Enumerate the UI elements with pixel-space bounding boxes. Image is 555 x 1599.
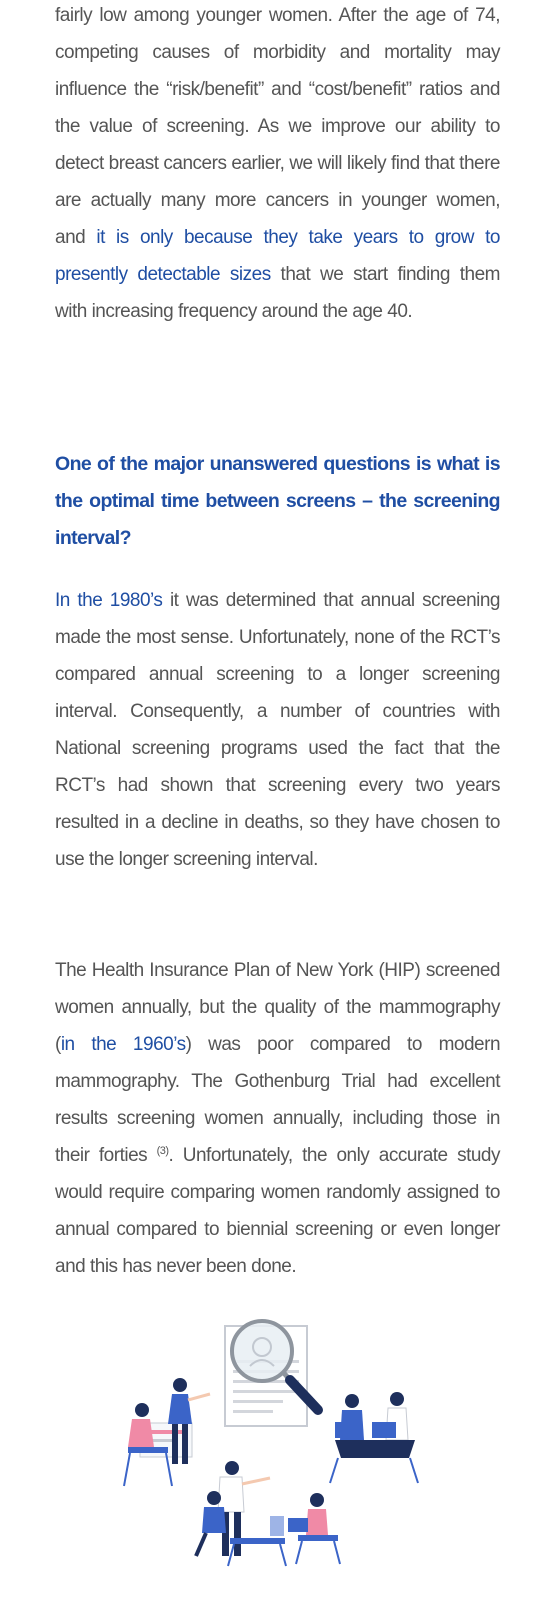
question-heading: One of the major unanswered questions is what is the optimal time between screens – the screening interval? xyxy=(55,453,500,549)
hip-text-2: ) was poor compared to modern mammography. The Gothenburg Trial had excellent results screening women annually, including those in their forties xyxy=(55,1034,501,1166)
section-1980s xyxy=(55,582,500,878)
citation-3[interactable]: (3) xyxy=(156,1145,169,1157)
intro-text-1: fairly low among younger women. After the age of 74, competing causes of morbidity and mortality may influence the “risk/benefit” and “cost/benefit” ratios and the value of screening. As we improve our ability to detect breast cancers earlier, we will likely find that there are actually many more cancers in younger women, and xyxy=(55,5,500,248)
intro-text-2: that we start finding them with increasing frequency around the age 40. xyxy=(55,264,500,322)
bottom-group-people xyxy=(196,1461,340,1566)
paragraph-hip xyxy=(55,952,500,1285)
section-hip xyxy=(55,952,500,1285)
hip-text-3: . Unfortunately, the only accurate study would require comparing women randomly assigned to annual compared to biennial screening or even longer and this has never been done. xyxy=(55,1145,500,1277)
question-section xyxy=(55,446,500,557)
grow-years-link[interactable]: it is only because they take years to grow to presently detectable sizes xyxy=(55,227,500,285)
left-group-people xyxy=(124,1378,210,1486)
1980s-text: it was determined that annual screening made the most sense. Unfortunately, none of the RCT’s compared annual screening to a longer screening interval. Consequently, a number of countries with National screening programs used the fact that the RCT’s had shown that screening every two years resulted in a decline in deaths, so they have chosen to use the longer screening interval. xyxy=(55,590,500,870)
1980s-link[interactable]: In the 1980’s xyxy=(55,590,163,611)
research-team-illustration xyxy=(110,1318,440,1593)
intro-paragraph xyxy=(55,0,500,330)
paragraph-1980s xyxy=(55,582,500,878)
intro-section xyxy=(55,0,500,330)
right-group-people xyxy=(330,1392,418,1483)
hip-text-1: The Health Insurance Plan of New York (HIP) screened women annually, but the quality of the mammography ( xyxy=(55,960,500,1055)
1960s-link[interactable]: in the 1960’s xyxy=(60,1034,186,1055)
